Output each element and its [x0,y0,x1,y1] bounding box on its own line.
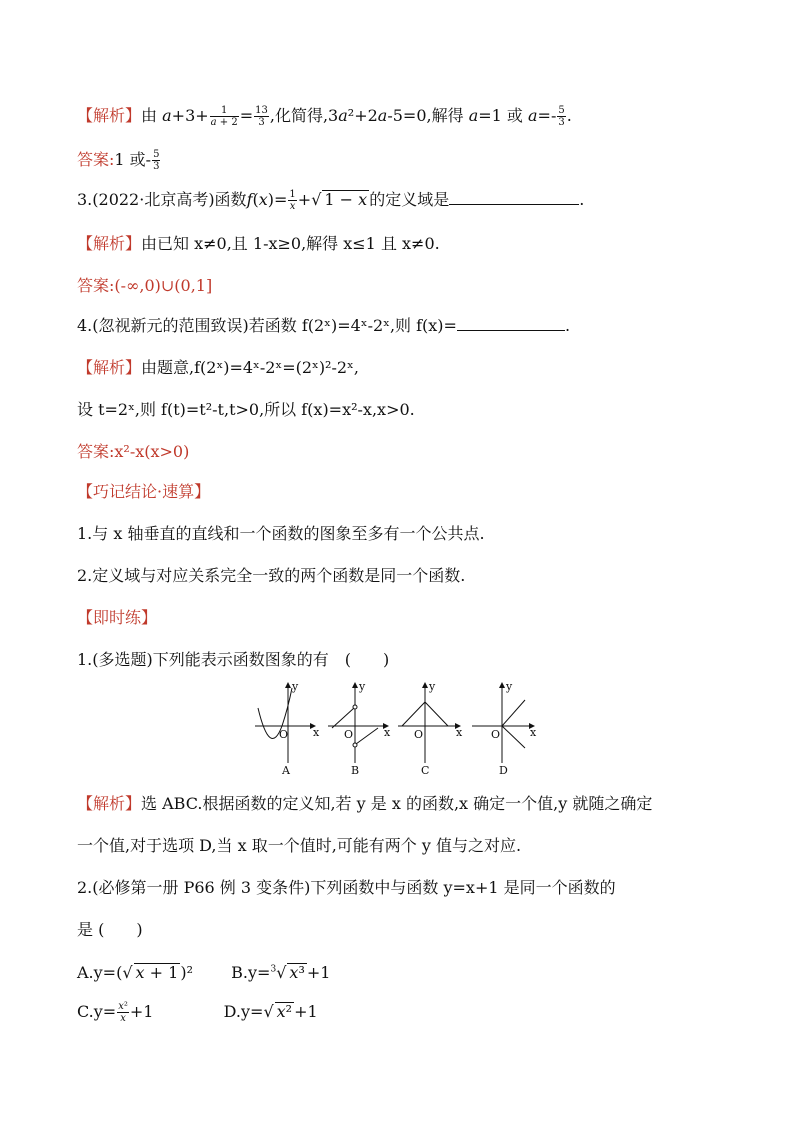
question-3: 3.(2022·北京高考)函数f(x)= $\frac{1}{x}$ +√ 1 − x 的定义域是 . [77,189,585,212]
option-row-1 [77,958,330,985]
solution-line-5: 设 t=2ˣ,则 f(t)=t²-t,t>0,所以 f(x)=x²-x,x>0. [77,400,415,419]
graph-b-y-label: y [359,680,366,693]
graph-a-caption: A [282,764,290,777]
graph-d-y-label: y [506,680,513,693]
solution-line-3: 【解析】由已知 x≠0,且 1-x≥0,解得 x≤1 且 x≠0. [77,234,440,253]
graph-d [472,683,534,763]
graph-b-caption: B [351,764,360,777]
graph-d-x-label: x [530,726,537,739]
section-heading-practice: 【即时练】 [77,608,158,627]
graph-c-x-label: x [456,726,463,739]
graph-a-origin: O [279,728,289,741]
graph-c-origin: O [414,728,424,741]
solution-line-7: 一个值,对于选项 D,当 x 取一个值时,可能有两个 y 值与之对应. [77,836,522,855]
answer-line-4: 答案:x²-x(x>0) [77,442,190,461]
graph-a-x-label: x [313,726,320,739]
conclusion-2: 2.定义域与对应关系完全一致的两个函数是同一个函数. [77,566,466,585]
solution-line-1: 【解析】由 a+3+ $\frac{1}{a + 2}$ = $\frac{13}{3}$ ,化简得,3a²+2a-5=0,解得 a=1 或 a=- $\frac{5}{3}$ . [77,105,572,128]
answer-line-3: 答案:(-∞,0)∪(0,1] [77,276,213,295]
graph-b [328,683,388,763]
graph-b-x-label: x [384,726,391,739]
option-d[interactable]: D.y=√ x² +1 [223,1002,318,1021]
practice-question-2-cont: 是 ( ) [77,920,143,939]
question-4: 4.(忽视新元的范围致误)若函数 f(2ˣ)=4ˣ-2ˣ,则 f(x)= . [77,316,571,335]
section-heading-conclusions: 【巧记结论·速算】 [77,482,211,501]
analysis-tag: 【解析】 [77,106,142,125]
option-c[interactable]: C.y= $\frac{\text{x²}}{x}$ +1 [77,1001,154,1024]
answer-line-1: 答案:1 或- $\frac{5}{3}$ [77,149,160,172]
function-graphs-figure [250,678,550,778]
graph-b-origin: O [344,728,354,741]
graph-c [398,683,460,763]
option-a[interactable]: A.y=(√ x + 1 )² [77,963,193,983]
solution-line-6: 【解析】选 ABC.根据函数的定义知,若 y 是 x 的函数,x 确定一个值,y 就随之确定 [77,794,653,813]
graph-d-origin: O [491,728,501,741]
graph-a-y-label: y [292,680,299,693]
graph-c-y-label: y [429,680,436,693]
solution-line-4: 【解析】由题意,f(2ˣ)=4ˣ-2ˣ=(2ˣ)²-2ˣ, [77,358,359,377]
graph-a [255,683,315,763]
practice-question-2: 2.(必修第一册 P66 例 3 变条件)下列函数中与函数 y=x+1 是同一个函数的 [77,878,616,897]
option-b[interactable]: B.y=$^3$√ x³ +1 [231,963,331,983]
practice-question-1: 1.(多选题)下列能表示函数图象的有 ( ) [77,650,390,669]
graph-d-caption: D [499,764,508,777]
conclusion-1: 1.与 x 轴垂直的直线和一个函数的图象至多有一个公共点. [77,524,485,543]
option-row-2 [77,1000,318,1024]
graph-c-caption: C [421,764,430,777]
